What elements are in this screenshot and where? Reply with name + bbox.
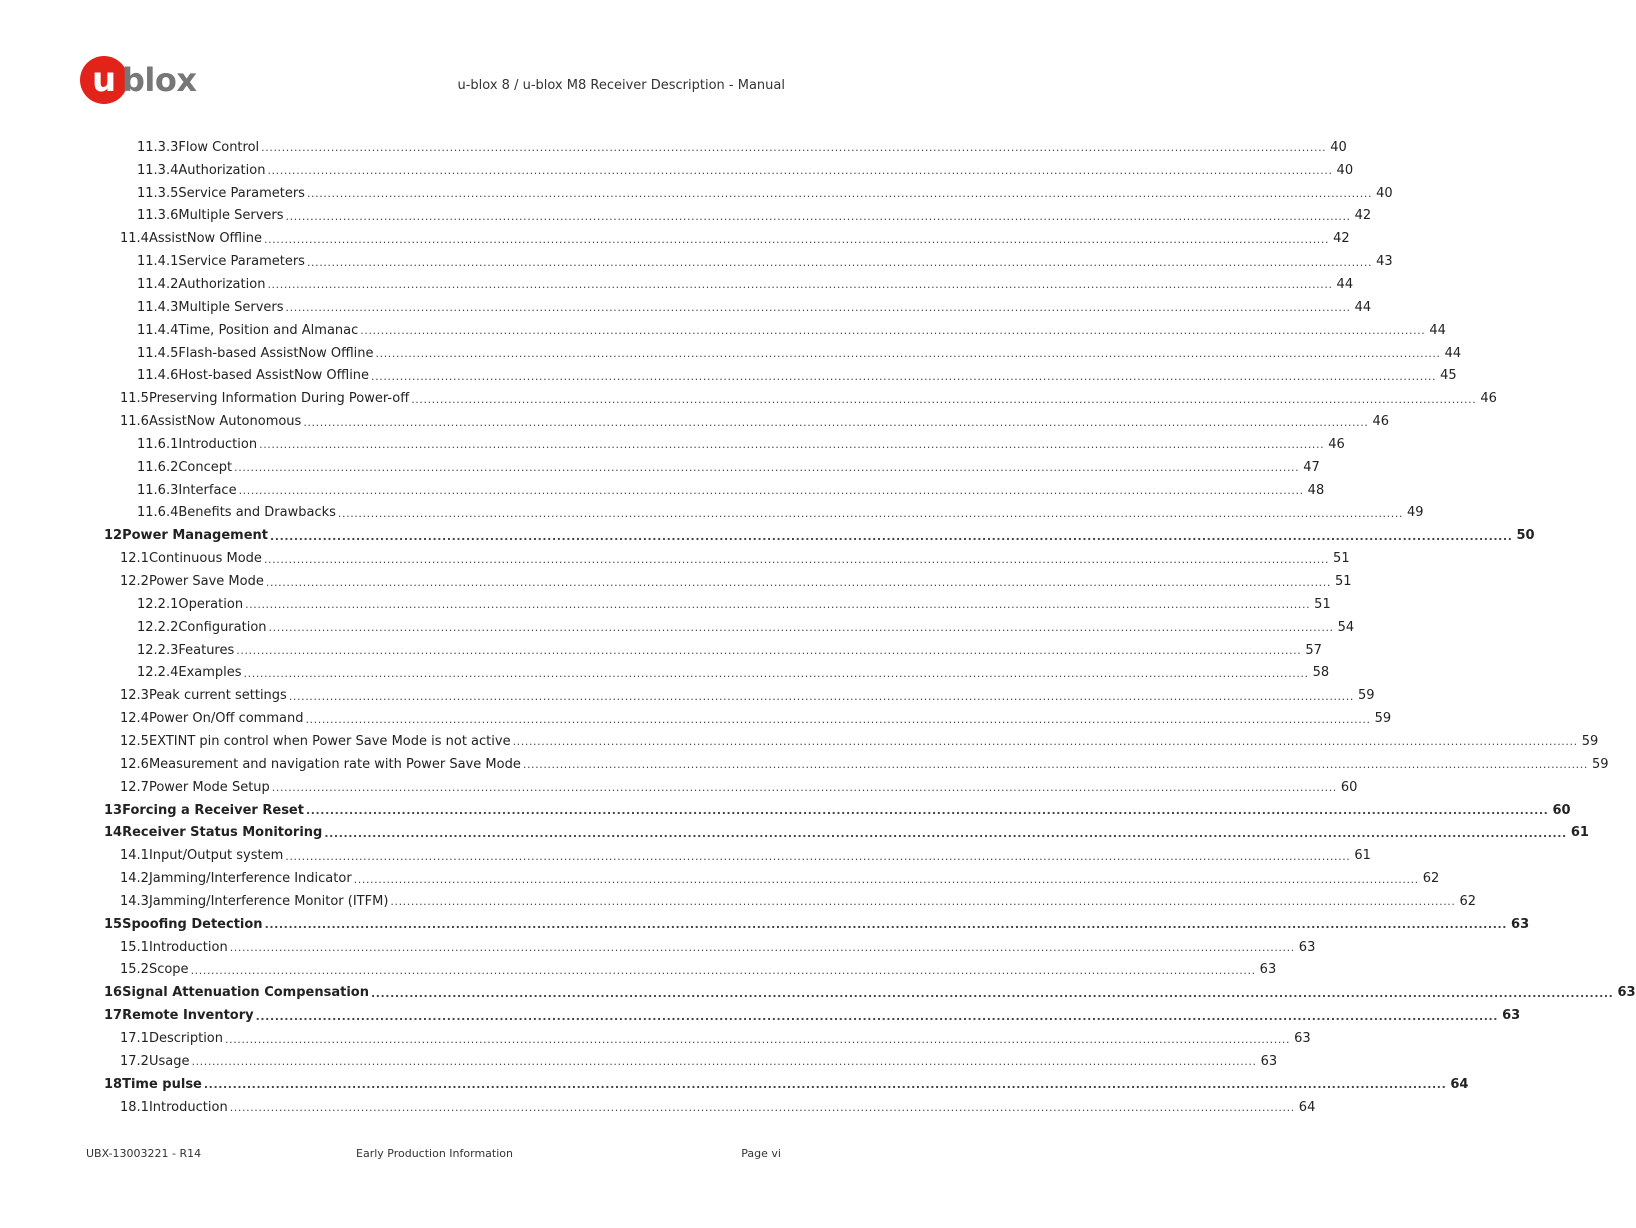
toc-entry-title: EXTINT pin control when Power Save Mode is not active: [148, 733, 511, 749]
toc-entry-number: 12.4: [120, 711, 149, 727]
toc-entry[interactable]: [120, 1027, 1311, 1050]
toc-dot-leader: ....................................................................................................................................................................................................................................................................: [375, 347, 1441, 361]
toc-entry-number: 18: [104, 1076, 123, 1092]
toc-entry-number: 12.5: [120, 733, 149, 749]
toc-entry[interactable]: [120, 707, 1392, 730]
toc-entry[interactable]: [120, 776, 1358, 799]
footer-page-label: Page vi: [741, 1147, 781, 1160]
toc-entry-title: AssistNow Autonomous: [148, 414, 302, 430]
toc-entry-page: 46: [1480, 391, 1497, 407]
toc-entry-number: 12.1: [120, 551, 149, 567]
toc-entry[interactable]: [120, 1050, 1278, 1073]
toc-entry-title: Authorization: [178, 276, 266, 292]
toc-entry-page: 59: [1357, 688, 1375, 704]
toc-entry-number: 17: [104, 1008, 123, 1024]
toc-entry-page: 64: [1298, 1099, 1316, 1115]
toc-entry-title: Time pulse: [122, 1076, 202, 1092]
toc-entry-number: 11.6.2: [137, 459, 179, 475]
toc-entry-number: 11.4.5: [137, 345, 179, 361]
toc-entry-title: Service Parameters: [178, 254, 305, 270]
toc-dot-leader: ....................................................................................................................................................................................................................................................................: [255, 1009, 1499, 1023]
toc-entry-title: Flash-based AssistNow Offline: [178, 345, 374, 361]
toc-entry-page: 46: [1372, 414, 1389, 430]
logo-wordmark: blox: [122, 61, 197, 99]
toc-entry-title: Jamming/Interference Monitor (ITFM): [148, 893, 389, 909]
toc-entry-title: Jamming/Interference Indicator: [148, 871, 352, 887]
toc-dot-leader: ....................................................................................................................................................................................................................................................................: [245, 598, 1311, 612]
toc-entry-title: AssistNow Offline: [148, 231, 262, 247]
toc-entry-number: 11.3.3: [137, 139, 179, 155]
toc-dot-leader: ....................................................................................................................................................................................................................................................................: [268, 621, 1334, 635]
toc-entry-page: 51: [1334, 574, 1352, 590]
toc-entry[interactable]: [120, 867, 1440, 890]
toc-entry-title: Forcing a Receiver Reset: [122, 802, 304, 818]
toc-entry-number: 11.3.4: [137, 162, 179, 178]
toc-entry[interactable]: [120, 1096, 1316, 1119]
toc-entry-title: Spoofing Detection: [122, 916, 263, 932]
toc-entry-number: 11.6: [120, 414, 149, 430]
toc-entry[interactable]: [120, 410, 1389, 433]
toc-entry-page: 44: [1336, 276, 1354, 292]
toc-dot-leader: ....................................................................................................................................................................................................................................................................: [261, 141, 1327, 155]
toc-entry[interactable]: [120, 227, 1350, 250]
toc-entry[interactable]: [137, 479, 1325, 502]
toc-dot-leader: ....................................................................................................................................................................................................................................................................: [370, 986, 1614, 1000]
toc-entry[interactable]: [120, 730, 1599, 753]
toc-entry-number: 14.2: [120, 871, 149, 887]
toc-entry[interactable]: [120, 844, 1371, 867]
toc-entry-title: Flow Control: [178, 139, 260, 155]
toc-dot-leader: ....................................................................................................................................................................................................................................................................: [305, 712, 1371, 726]
toc-entry-page: 47: [1303, 459, 1320, 475]
toc-entry-page: 50: [1516, 528, 1535, 544]
toc-entry-title: Introduction: [148, 1099, 228, 1115]
toc-entry-number: 11.4.4: [137, 322, 179, 338]
toc-entry-number: 11.4.1: [137, 254, 179, 270]
toc-entry-page: 48: [1307, 482, 1325, 498]
toc-entry[interactable]: [137, 433, 1345, 456]
toc-entry[interactable]: [137, 250, 1393, 273]
toc-entry-title: Introduction: [178, 436, 258, 452]
toc-entry[interactable]: [120, 547, 1350, 570]
toc-entry-number: 12.3: [120, 688, 149, 704]
toc-dot-leader: ....................................................................................................................................................................................................................................................................: [259, 438, 1325, 452]
toc-dot-leader: ....................................................................................................................................................................................................................................................................: [190, 963, 1256, 977]
toc-entry-number: 11.4.2: [137, 276, 179, 292]
toc-dot-leader: ....................................................................................................................................................................................................................................................................: [288, 689, 1354, 703]
toc-dot-leader: ....................................................................................................................................................................................................................................................................: [265, 575, 1331, 589]
toc-entry[interactable]: [120, 684, 1375, 707]
toc-entry[interactable]: [137, 456, 1320, 479]
toc-dot-leader: ....................................................................................................................................................................................................................................................................: [324, 826, 1567, 840]
toc-entry-number: 13: [104, 802, 123, 818]
toc-dot-leader: ....................................................................................................................................................................................................................................................................: [305, 804, 1549, 818]
toc-entry-title: Host-based AssistNow Offline: [178, 368, 370, 384]
toc-entry-page: 62: [1459, 893, 1477, 909]
toc-dot-leader: ....................................................................................................................................................................................................................................................................: [229, 1101, 1295, 1115]
toc-dot-leader: ....................................................................................................................................................................................................................................................................: [203, 1078, 1447, 1092]
toc-entry-number: 12.2.3: [137, 642, 179, 658]
toc-entry-number: 17.1: [120, 1031, 149, 1047]
toc-entry-page: 57: [1305, 642, 1322, 658]
toc-entry-number: 11.5: [120, 391, 149, 407]
toc-entry-title: Interface: [178, 482, 237, 498]
toc-entry-page: 44: [1429, 322, 1446, 338]
toc-dot-leader: ....................................................................................................................................................................................................................................................................: [512, 735, 1578, 749]
toc-entry[interactable]: [137, 273, 1354, 296]
toc-entry-title: Measurement and navigation rate with Power Save Mode: [148, 756, 521, 772]
toc-entry-page: 42: [1333, 231, 1350, 247]
toc-dot-leader: ....................................................................................................................................................................................................................................................................: [303, 415, 1369, 429]
toc-entry-number: 12.2.2: [137, 619, 179, 635]
toc-entry-page: 51: [1333, 551, 1350, 567]
toc-entry-number: 12: [104, 528, 123, 544]
toc-dot-leader: ....................................................................................................................................................................................................................................................................: [238, 484, 1304, 498]
toc-entry-page: 49: [1407, 505, 1424, 521]
toc-entry-title: Remote Inventory: [122, 1008, 254, 1024]
toc-entry[interactable]: [137, 502, 1424, 525]
toc-entry-title: Examples: [178, 665, 242, 681]
toc-dot-leader: ....................................................................................................................................................................................................................................................................: [225, 1032, 1291, 1046]
toc-dot-leader: ....................................................................................................................................................................................................................................................................: [371, 369, 1437, 383]
toc-entry-title: Concept: [178, 459, 233, 475]
toc-entry[interactable]: [137, 365, 1457, 388]
toc-entry-title: Authorization: [178, 162, 266, 178]
toc-entry-number: 11.4.3: [137, 299, 179, 315]
toc-dot-leader: ....................................................................................................................................................................................................................................................................: [271, 781, 1337, 795]
toc-entry-page: 44: [1354, 299, 1372, 315]
toc-entry-page: 45: [1440, 368, 1457, 384]
toc-dot-leader: ....................................................................................................................................................................................................................................................................: [236, 644, 1302, 658]
toc-dot-leader: ....................................................................................................................................................................................................................................................................: [267, 278, 1333, 292]
toc-entry[interactable]: [137, 136, 1347, 159]
toc-entry-number: 14.1: [120, 848, 149, 864]
toc-dot-leader: ....................................................................................................................................................................................................................................................................: [522, 758, 1588, 772]
toc-entry-page: 64: [1450, 1076, 1469, 1092]
toc-entry-page: 63: [1502, 1008, 1521, 1024]
footer-status: Early Production Information: [356, 1147, 513, 1160]
toc-entry-page: 42: [1354, 208, 1372, 224]
toc-entry-title: Continuous Mode: [148, 551, 262, 567]
toc-entry-page: 63: [1511, 916, 1530, 932]
toc-entry[interactable]: [120, 890, 1477, 913]
toc-entry-number: 11.6.3: [137, 482, 179, 498]
toc-entry-number: 17.2: [120, 1053, 149, 1069]
toc-entry-page: 54: [1337, 619, 1355, 635]
toc-entry-number: 12.2: [120, 574, 149, 590]
toc-entry-title: Usage: [148, 1053, 190, 1069]
toc-entry-title: Signal Attenuation Compensation: [122, 985, 369, 1001]
toc-entry[interactable]: [137, 616, 1355, 639]
toc-entry-page: 59: [1591, 756, 1609, 772]
toc-entry[interactable]: [137, 205, 1372, 228]
toc-entry-title: Benefits and Drawbacks: [178, 505, 336, 521]
ublox-logo: [80, 56, 220, 106]
toc-entry-title: Input/Output system: [148, 848, 284, 864]
toc-entry[interactable]: [104, 913, 1530, 936]
toc-entry-title: Receiver Status Monitoring: [122, 825, 323, 841]
toc-entry-title: Introduction: [148, 939, 228, 955]
toc-entry-page: 58: [1312, 665, 1330, 681]
toc-entry[interactable]: [137, 342, 1462, 365]
toc-entry-page: 63: [1298, 939, 1316, 955]
toc-entry[interactable]: [137, 296, 1372, 319]
toc-entry[interactable]: [104, 1073, 1469, 1096]
toc-dot-leader: ....................................................................................................................................................................................................................................................................: [353, 872, 1419, 886]
toc-entry[interactable]: [120, 387, 1497, 410]
toc-entry[interactable]: [120, 570, 1352, 593]
toc-entry-number: 18.1: [120, 1099, 149, 1115]
toc-entry-page: 40: [1330, 139, 1347, 155]
toc-entry-title: Power Management: [122, 528, 269, 544]
toc-dot-leader: ....................................................................................................................................................................................................................................................................: [306, 187, 1373, 201]
toc-entry[interactable]: [120, 936, 1316, 959]
footer-doc-number: UBX-13003221 - R14: [86, 1147, 202, 1160]
toc-entry-title: Scope: [148, 962, 189, 978]
toc-entry[interactable]: [137, 182, 1393, 205]
toc-dot-leader: ....................................................................................................................................................................................................................................................................: [264, 918, 1508, 932]
toc-entry-page: 51: [1314, 596, 1331, 612]
toc-dot-leader: ....................................................................................................................................................................................................................................................................: [270, 529, 1513, 543]
toc-entry-title: Power Save Mode: [148, 574, 264, 590]
toc-entry-number: 15.2: [120, 962, 149, 978]
toc-entry[interactable]: [137, 639, 1322, 662]
toc-dot-leader: ....................................................................................................................................................................................................................................................................: [263, 232, 1330, 246]
logo-u-letter: u: [92, 60, 117, 100]
toc-entry-number: 14: [104, 825, 123, 841]
toc-dot-leader: ....................................................................................................................................................................................................................................................................: [285, 209, 1351, 223]
toc-entry-page: 40: [1336, 162, 1354, 178]
toc-entry-page: 60: [1552, 802, 1571, 818]
toc-entry[interactable]: [104, 822, 1589, 845]
toc-dot-leader: ....................................................................................................................................................................................................................................................................: [191, 1055, 1257, 1069]
toc-entry-number: 16: [104, 985, 123, 1001]
toc-dot-leader: ....................................................................................................................................................................................................................................................................: [337, 506, 1404, 520]
toc-dot-leader: ....................................................................................................................................................................................................................................................................: [243, 666, 1309, 680]
toc-dot-leader: ....................................................................................................................................................................................................................................................................: [229, 941, 1295, 955]
toc-entry-page: 63: [1260, 1053, 1278, 1069]
toc-entry[interactable]: [137, 319, 1446, 342]
toc-entry[interactable]: [120, 753, 1609, 776]
toc-entry-title: Power Mode Setup: [148, 779, 270, 795]
toc-entry-page: 63: [1259, 962, 1277, 978]
toc-entry-title: Operation: [178, 596, 244, 612]
toc-entry-title: Features: [178, 642, 235, 658]
toc-entry-title: Configuration: [178, 619, 267, 635]
toc-entry-number: 12.7: [120, 779, 149, 795]
toc-dot-leader: ....................................................................................................................................................................................................................................................................: [234, 461, 1300, 475]
toc-entry-page: 63: [1294, 1031, 1311, 1047]
toc-entry-page: 40: [1376, 185, 1393, 201]
toc-entry[interactable]: [104, 799, 1571, 822]
toc-entry-number: 15: [104, 916, 123, 932]
toc-entry-title: Service Parameters: [178, 185, 305, 201]
toc-entry[interactable]: [137, 662, 1330, 685]
toc-entry-number: 12.6: [120, 756, 149, 772]
toc-entry[interactable]: [120, 959, 1277, 982]
toc-entry[interactable]: [137, 593, 1331, 616]
toc-dot-leader: ....................................................................................................................................................................................................................................................................: [285, 849, 1351, 863]
toc-entry-title: Multiple Servers: [178, 299, 284, 315]
toc-dot-leader: ....................................................................................................................................................................................................................................................................: [263, 552, 1330, 566]
toc-dot-leader: ....................................................................................................................................................................................................................................................................: [411, 392, 1477, 406]
toc-dot-leader: ....................................................................................................................................................................................................................................................................: [285, 301, 1351, 315]
toc-entry-page: 61: [1570, 825, 1589, 841]
toc-dot-leader: ....................................................................................................................................................................................................................................................................: [390, 895, 1456, 909]
toc-dot-leader: ....................................................................................................................................................................................................................................................................: [306, 255, 1373, 269]
toc-entry-page: 43: [1376, 254, 1393, 270]
toc-entry-number: 11.4.6: [137, 368, 179, 384]
toc-entry-number: 11.6.1: [137, 436, 179, 452]
toc-entry[interactable]: [104, 524, 1535, 547]
toc-entry-number: 12.2.1: [137, 596, 179, 612]
toc-entry-title: Power On/Off command: [148, 711, 304, 727]
toc-entry[interactable]: [104, 981, 1636, 1004]
toc-entry-title: Time, Position and Almanac: [178, 322, 359, 338]
toc-entry-number: 14.3: [120, 893, 149, 909]
toc-entry-title: Description: [148, 1031, 223, 1047]
toc-entry-number: 11.3.6: [137, 208, 179, 224]
toc-entry[interactable]: [104, 1004, 1521, 1027]
toc-entry-page: 46: [1328, 436, 1345, 452]
toc-dot-leader: ....................................................................................................................................................................................................................................................................: [360, 324, 1426, 338]
toc-entry-title: Preserving Information During Power-off: [148, 391, 410, 407]
toc-entry-number: 12.2.4: [137, 665, 179, 681]
toc-entry-title: Multiple Servers: [178, 208, 284, 224]
toc-entry-number: 11.4: [120, 231, 149, 247]
toc-entry-number: 11.6.4: [137, 505, 179, 521]
toc-entry-page: 60: [1340, 779, 1358, 795]
toc-entry-page: 59: [1374, 711, 1392, 727]
toc-entry[interactable]: [137, 159, 1354, 182]
toc-entry-number: 15.1: [120, 939, 149, 955]
toc-entry-title: Peak current settings: [148, 688, 287, 704]
toc-entry-page: 63: [1617, 985, 1636, 1001]
toc-dot-leader: ....................................................................................................................................................................................................................................................................: [267, 164, 1333, 178]
toc-entry-page: 61: [1354, 848, 1371, 864]
toc-entry-page: 62: [1422, 871, 1440, 887]
document-title: u-blox 8 / u-blox M8 Receiver Description - Manual: [457, 78, 785, 93]
toc-entry-page: 44: [1444, 345, 1462, 361]
toc-entry-number: 11.3.5: [137, 185, 179, 201]
toc-entry-page: 59: [1581, 733, 1599, 749]
